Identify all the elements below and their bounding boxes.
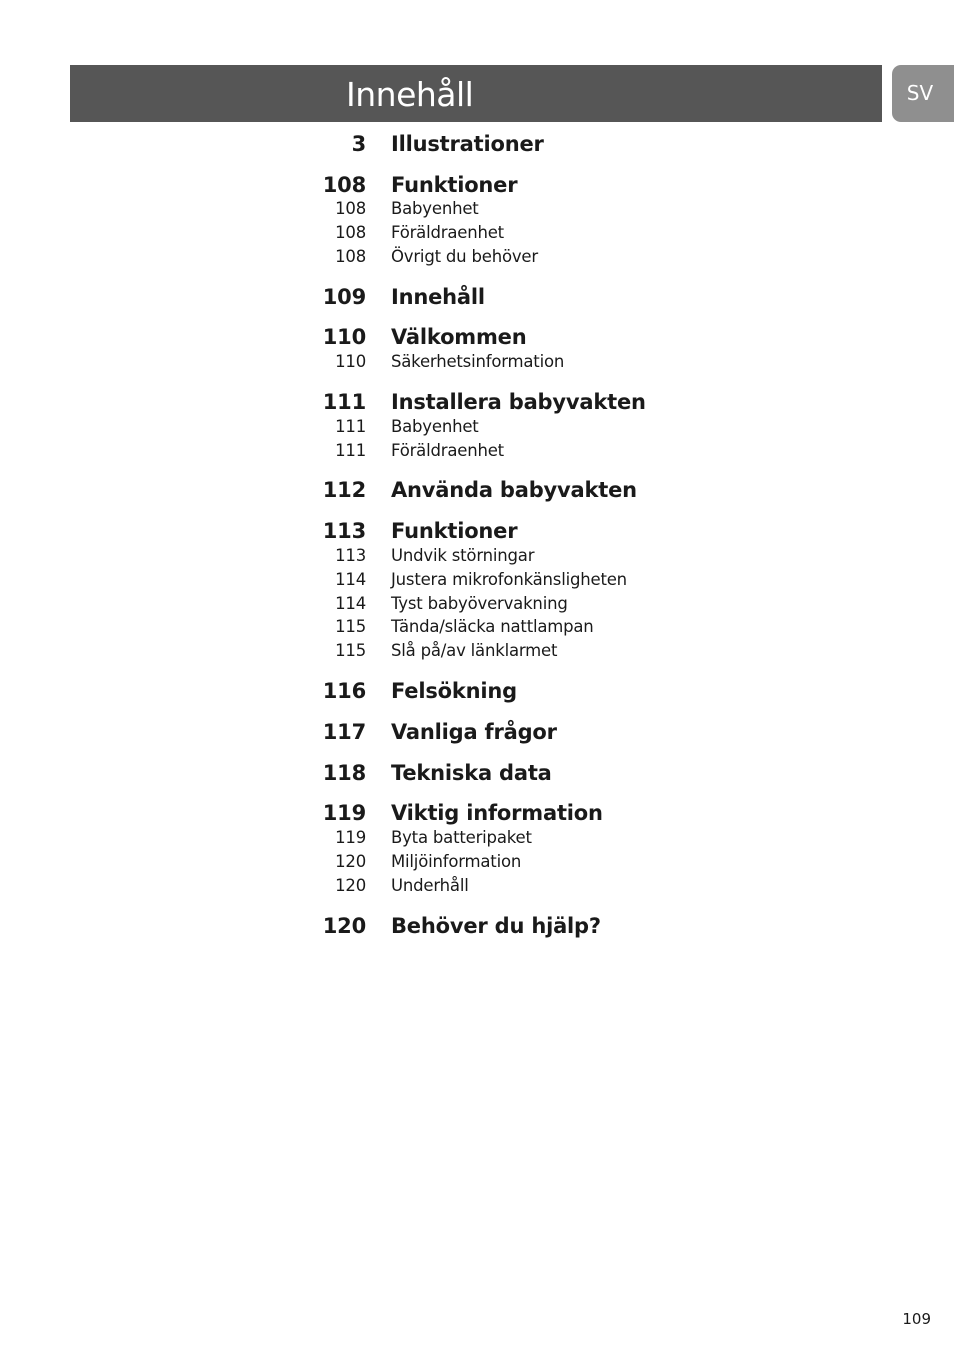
footer-page-number: 109 (902, 1310, 931, 1328)
toc-page-number: 109 (322, 285, 366, 309)
toc-title: Tända/släcka nattlampan (391, 617, 594, 636)
toc-title: Tekniska data (391, 761, 552, 785)
toc-page-number: 115 (335, 641, 366, 660)
toc-title: Säkerhetsinformation (391, 352, 565, 371)
toc-page-number: 119 (335, 828, 366, 847)
language-tab: SV (892, 65, 954, 122)
toc-title: Miljöinformation (391, 852, 522, 871)
toc-subentry[interactable] (0, 246, 954, 268)
toc-subentry[interactable] (0, 875, 954, 897)
toc-title: Slå på/av länklarmet (391, 641, 558, 660)
toc-page-number: 120 (322, 914, 366, 938)
toc-page-number: 118 (322, 761, 366, 785)
toc-page-number: 120 (335, 852, 366, 871)
toc-subentry[interactable] (0, 616, 954, 638)
toc-title: Funktioner (391, 173, 518, 197)
toc-entry[interactable] (0, 913, 954, 939)
toc-page-number: 114 (335, 594, 366, 613)
toc-title: Felsökning (391, 679, 517, 703)
toc-page-number: 113 (322, 519, 366, 543)
toc-title: Vanliga frågor (391, 720, 557, 744)
toc-subentry[interactable] (0, 827, 954, 849)
toc-subentry[interactable] (0, 640, 954, 662)
toc-page-number: 112 (322, 478, 366, 502)
toc-entry[interactable] (0, 719, 954, 745)
toc-page-number: 120 (335, 876, 366, 895)
toc-title: Föräldraenhet (391, 223, 504, 242)
toc-entry[interactable] (0, 389, 954, 415)
toc-entry[interactable] (0, 518, 954, 544)
toc-title: Föräldraenhet (391, 441, 504, 460)
toc-title: Använda babyvakten (391, 478, 637, 502)
page-title: Innehåll (346, 75, 474, 114)
toc-page-number: 110 (322, 325, 366, 349)
toc-subentry[interactable] (0, 222, 954, 244)
toc-page-number: 117 (322, 720, 366, 744)
toc-title: Tyst babyövervakning (391, 594, 568, 613)
toc-title: Byta batteripaket (391, 828, 532, 847)
toc-title: Underhåll (391, 876, 469, 895)
toc-entry[interactable] (0, 131, 954, 157)
toc-entry[interactable] (0, 172, 954, 198)
toc-subentry[interactable] (0, 198, 954, 220)
toc-title: Övrigt du behöver (391, 247, 538, 266)
toc-entry[interactable] (0, 324, 954, 350)
toc-entry[interactable] (0, 800, 954, 826)
header-bar (70, 65, 882, 122)
toc-title: Behöver du hjälp? (391, 914, 601, 938)
toc-subentry[interactable] (0, 851, 954, 873)
toc-title: Babyenhet (391, 417, 479, 436)
toc-page-number: 110 (335, 352, 366, 371)
toc-page-number: 114 (335, 570, 366, 589)
toc-entry[interactable] (0, 477, 954, 503)
toc-title: Innehåll (391, 285, 485, 309)
toc-page-number: 111 (335, 441, 366, 460)
toc-page-number: 3 (351, 132, 366, 156)
toc-page-number: 108 (335, 199, 366, 218)
toc-page-number: 111 (335, 417, 366, 436)
toc-subentry[interactable] (0, 545, 954, 567)
toc-title: Justera mikrofonkänsligheten (391, 570, 627, 589)
toc-title: Funktioner (391, 519, 518, 543)
toc-title: Välkommen (391, 325, 527, 349)
toc-title: Illustrationer (391, 132, 544, 156)
toc-entry[interactable] (0, 284, 954, 310)
toc-page-number: 108 (335, 223, 366, 242)
toc-page-number: 115 (335, 617, 366, 636)
toc-subentry[interactable] (0, 593, 954, 615)
toc-page-number: 111 (322, 390, 366, 414)
toc-title: Undvik störningar (391, 546, 535, 565)
toc-page-number: 119 (322, 801, 366, 825)
toc-subentry[interactable] (0, 569, 954, 591)
toc-subentry[interactable] (0, 416, 954, 438)
toc-subentry[interactable] (0, 351, 954, 373)
toc-page-number: 108 (335, 247, 366, 266)
toc-title: Installera babyvakten (391, 390, 646, 414)
toc-page-number: 116 (322, 679, 366, 703)
toc-page-number: 108 (322, 173, 366, 197)
toc-entry[interactable] (0, 678, 954, 704)
toc-subentry[interactable] (0, 440, 954, 462)
toc-page-number: 113 (335, 546, 366, 565)
toc-entry[interactable] (0, 760, 954, 786)
toc-title: Babyenhet (391, 199, 479, 218)
toc-title: Viktig information (391, 801, 603, 825)
